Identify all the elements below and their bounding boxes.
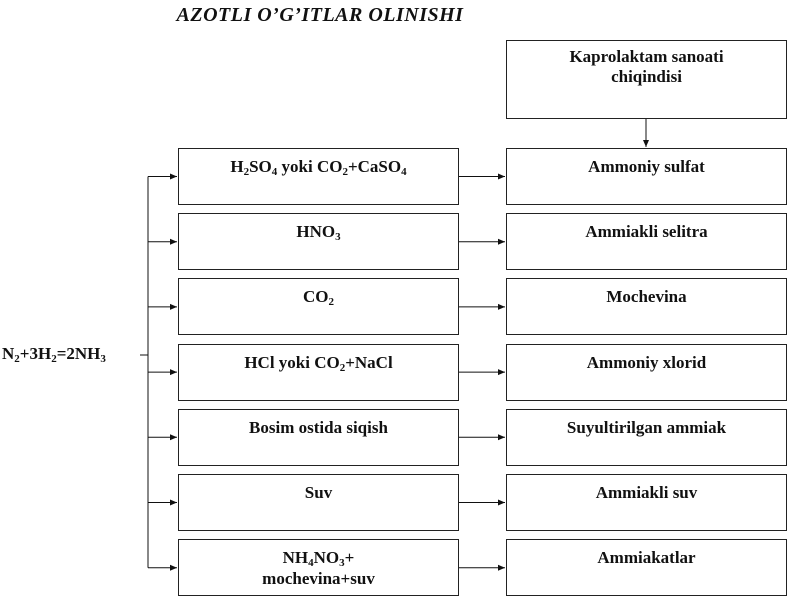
reagent-fragment: Bosim ostida siqish (249, 417, 388, 437)
reaction-part: 2 (14, 353, 20, 365)
reagent-fragment: mochevina+suv (262, 568, 375, 588)
subscript: 4 (401, 166, 407, 178)
reagent-fragment: +NaCl (345, 352, 393, 372)
reagent-fragment: CO (303, 287, 329, 307)
reaction-part: 3 (100, 353, 106, 365)
subscript: 4 (271, 166, 278, 178)
product-label: Ammiakli selitra (585, 222, 708, 242)
product-label: Ammiakatlar (597, 548, 696, 568)
subscript: 2 (342, 166, 348, 178)
product-label: Suyultirilgan ammiak (566, 417, 727, 437)
product-label: Mochevina (606, 287, 687, 307)
product-label: Ammoniy sulfat (588, 157, 705, 176)
subscript: 4 (308, 557, 314, 570)
reagent-fragment: HCl yoki CO (244, 352, 340, 372)
subscript: 2 (243, 166, 250, 178)
source-box-line2: chiqindisi (611, 67, 682, 87)
reagent-fragment: Suv (304, 483, 333, 502)
reaction-part: N (2, 344, 15, 363)
subscript: 3 (335, 231, 341, 244)
reagent-fragment: +CaSO (347, 157, 402, 176)
reagent-fragment: yoki CO (277, 157, 343, 176)
subscript: 3 (339, 557, 345, 570)
subscript: 2 (339, 361, 346, 374)
reagent-fragment: NO (313, 548, 340, 568)
reagent-fragment: HNO (296, 222, 336, 242)
product-label: Ammoniy xlorid (586, 352, 707, 372)
reagent-fragment: + (344, 548, 355, 568)
reagent-fragment: H (230, 157, 244, 176)
reagent-fragment: NH (282, 548, 309, 568)
source-box-line1: Kaprolaktam sanoati (569, 47, 724, 66)
reaction-part: 2 (51, 353, 57, 365)
subscript: 2 (328, 296, 334, 309)
reaction-part: =2NH (56, 344, 101, 363)
diagram-title: AZOTLI O’G’ITLAR OLINISHI (176, 4, 464, 26)
reaction-part: +3H (19, 344, 52, 363)
product-label: Ammiakli suv (595, 483, 698, 502)
reagent-fragment: SO (249, 157, 272, 176)
